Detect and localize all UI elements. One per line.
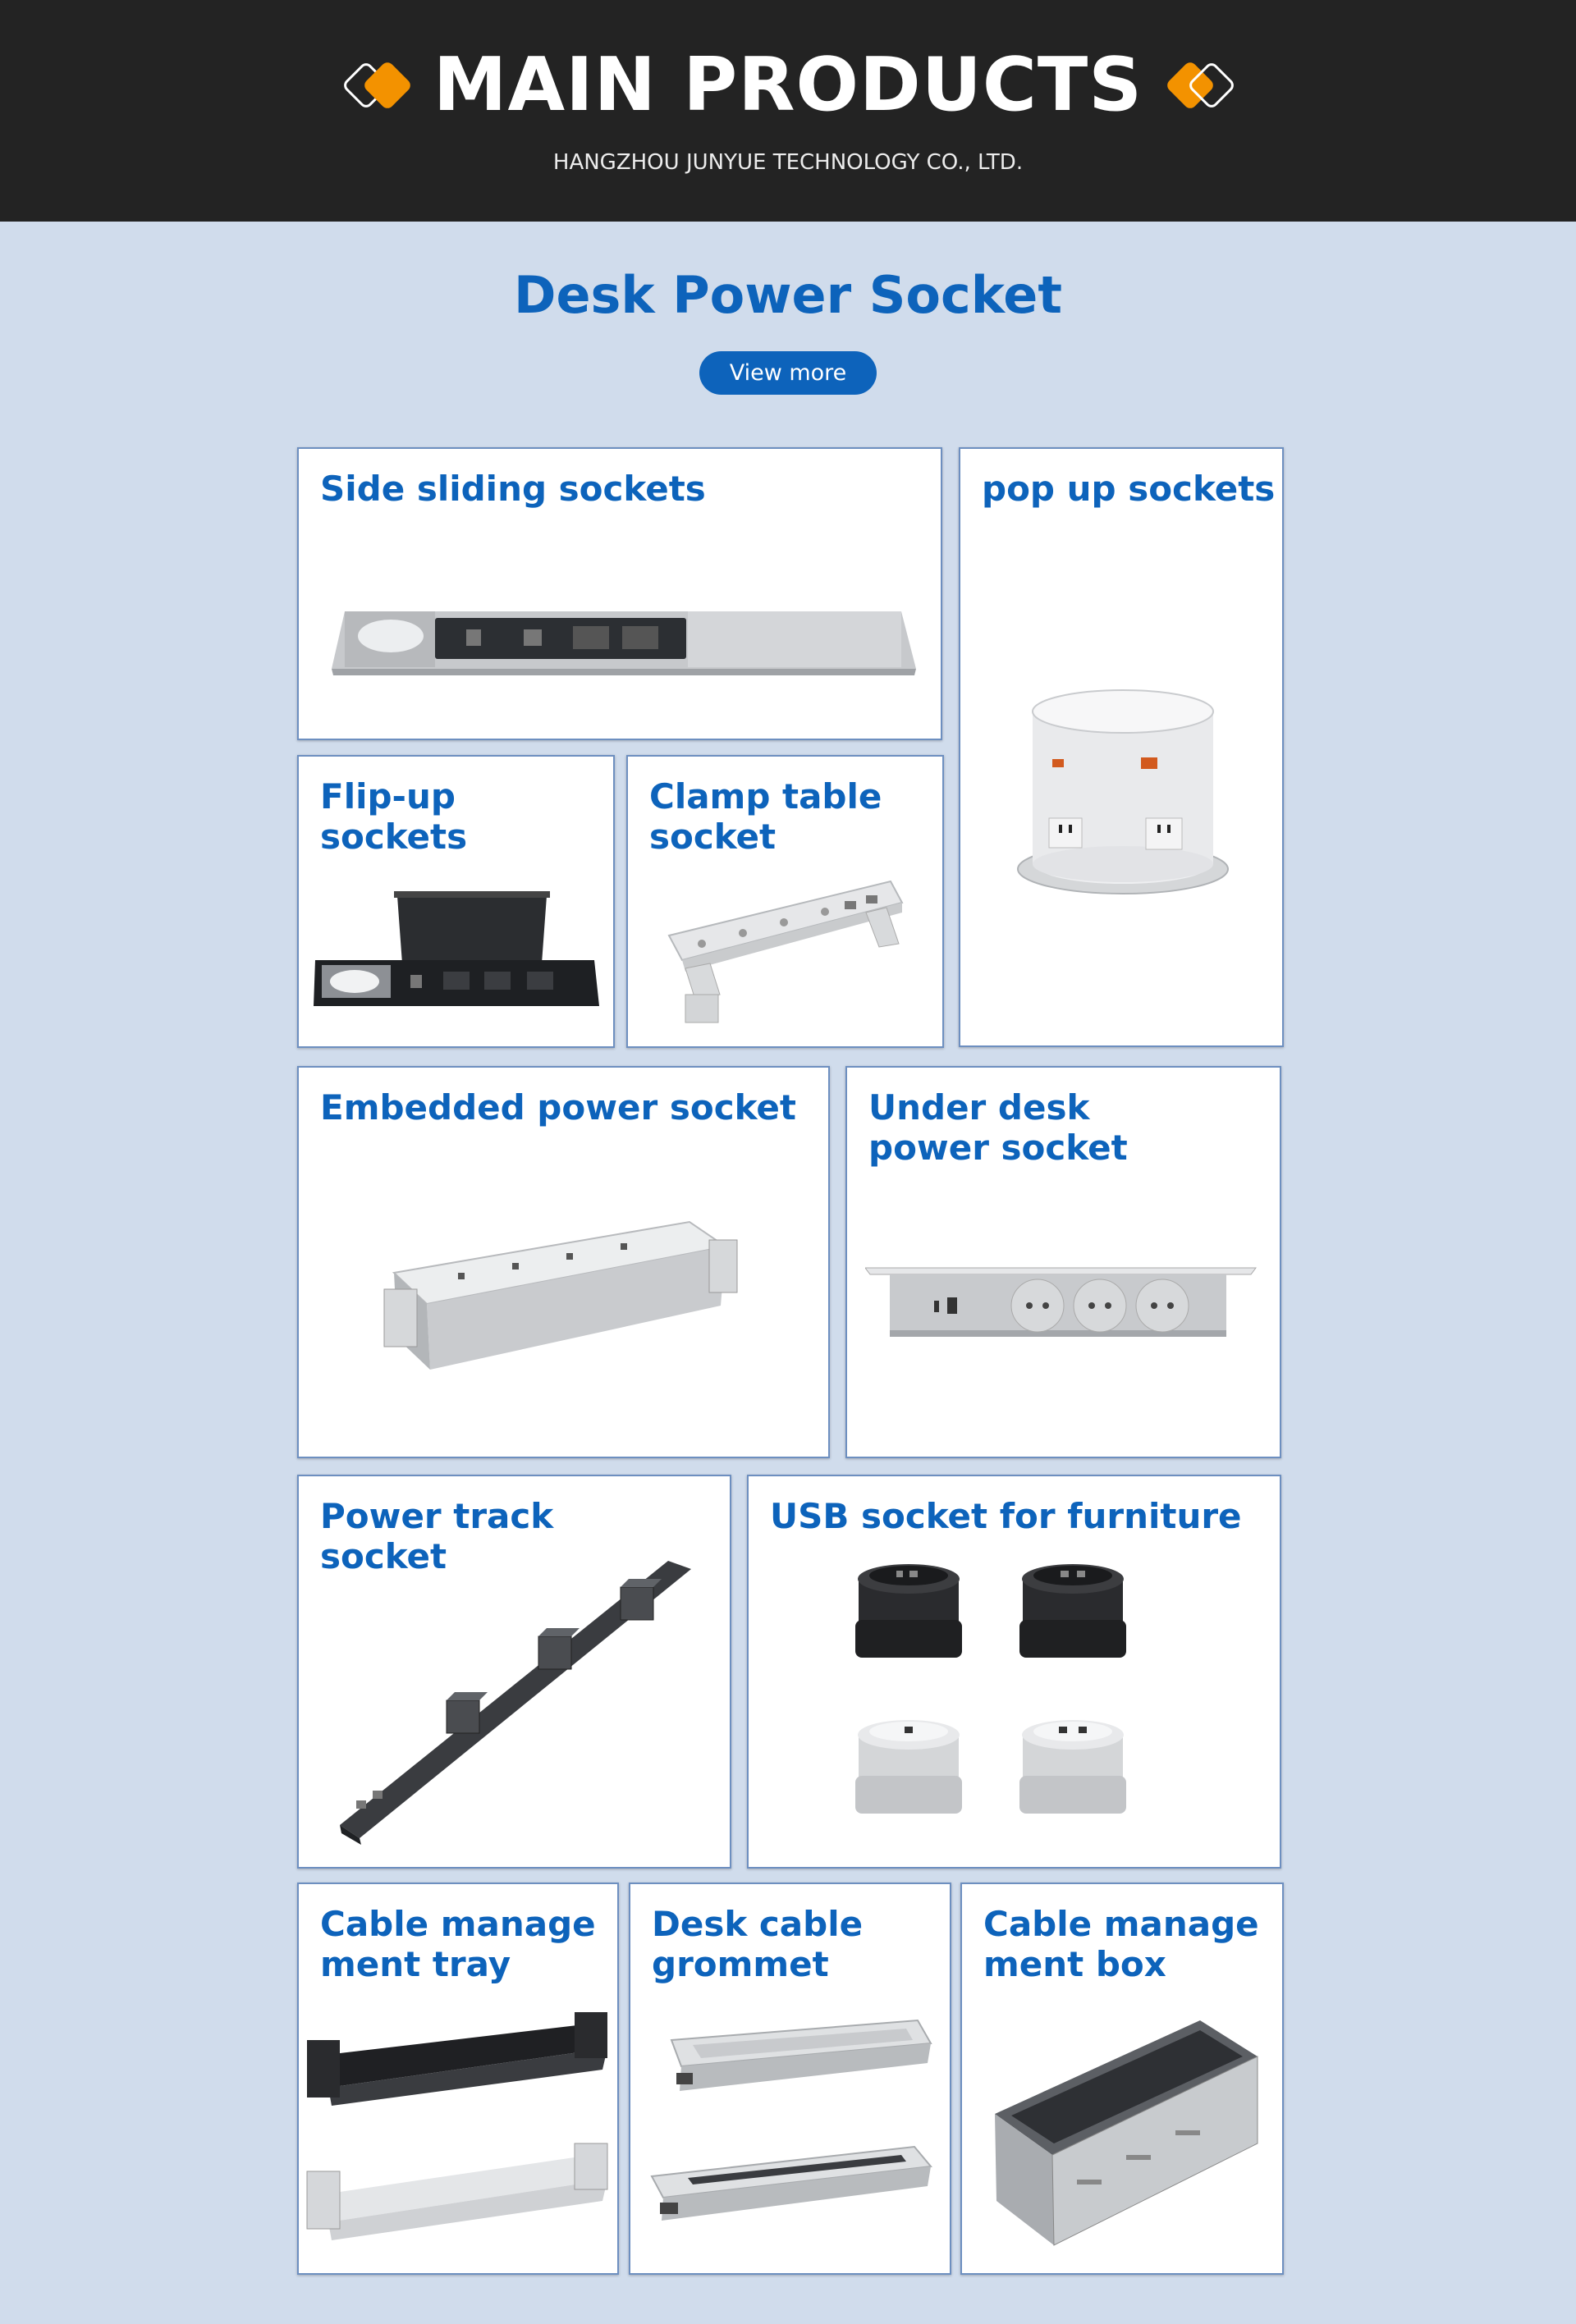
product-card-clamp-table[interactable] <box>626 755 944 1048</box>
product-card-cable-tray[interactable] <box>297 1883 619 2275</box>
power-track-socket-image <box>323 1554 701 1850</box>
product-card-cable-grommet[interactable] <box>629 1883 951 2275</box>
under-desk-power-socket-image <box>865 1265 1259 1347</box>
product-title: Flip-up sockets <box>320 776 468 857</box>
side-sliding-socket-image <box>327 597 918 679</box>
embedded-power-socket-image <box>381 1215 742 1379</box>
cable-management-box-image <box>978 2007 1274 2253</box>
product-card-side-sliding[interactable] <box>297 447 942 740</box>
product-title: Cable manage ment tray <box>320 1904 596 1984</box>
company-name: HANGZHOU JUNYUE TECHNOLOGY CO., LTD. <box>552 150 1024 175</box>
product-card-usb-furniture[interactable] <box>747 1475 1281 1869</box>
product-card-power-track[interactable] <box>297 1475 731 1869</box>
usb-furniture-socket-image <box>847 1562 1184 1858</box>
product-title: Power track socket <box>320 1496 554 1576</box>
diamond-right-icon <box>1159 59 1239 113</box>
view-more-button[interactable]: View more <box>699 351 877 395</box>
product-title: Clamp table socket <box>649 776 882 857</box>
main-title: MAIN PRODUCTS <box>433 42 1143 128</box>
product-card-pop-up[interactable] <box>959 447 1284 1047</box>
product-title: Desk cable grommet <box>652 1904 864 1984</box>
section-title: Desk Power Socket <box>513 265 1062 325</box>
product-title: pop up sockets <box>982 469 1276 509</box>
product-card-embedded[interactable] <box>297 1066 830 1458</box>
product-card-cable-box[interactable] <box>960 1883 1284 2275</box>
desk-cable-grommet-image <box>639 2015 942 2262</box>
pop-up-socket-image <box>1008 687 1238 900</box>
header-banner <box>0 0 1576 222</box>
product-title: Side sliding sockets <box>320 469 706 509</box>
product-title: Under desk power socket <box>868 1087 1128 1168</box>
flip-up-socket-image <box>312 886 604 1022</box>
product-title: Embedded power socket <box>320 1087 796 1128</box>
product-card-flip-up[interactable] <box>297 755 615 1048</box>
product-card-under-desk[interactable] <box>845 1066 1281 1458</box>
product-title: USB socket for furniture <box>770 1496 1242 1536</box>
cable-management-tray-image <box>304 2007 616 2262</box>
product-title: Cable manage ment box <box>983 1904 1259 1984</box>
clamp-table-socket-image <box>653 872 923 1027</box>
